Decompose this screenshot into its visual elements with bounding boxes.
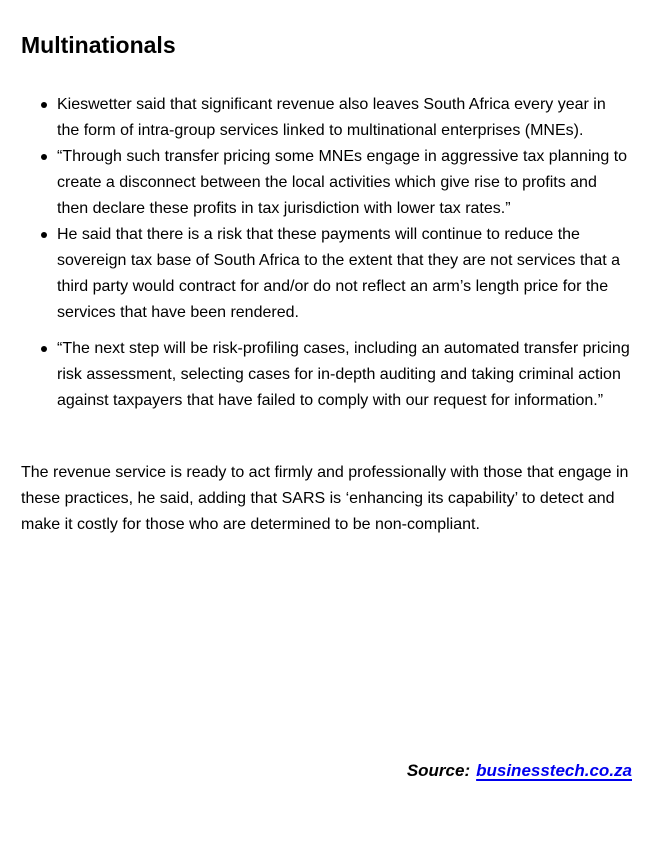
closing-paragraph: The revenue service is ready to act firmly and professionally with those that engage in these practices, he said, adding that SARS is ‘enhancing its capability’ to detect and make it costly for those who are determined to be non-compliant. — [21, 464, 629, 533]
page-title: Multinationals — [21, 32, 176, 58]
bullet-list — [0, 92, 632, 414]
source-link[interactable]: businesstech.co.za — [476, 761, 632, 780]
bullet-item: “Through such transfer pricing some MNEs engage in aggressive tax planning to create a disconnect between the local activities which give rise to profits and then declare these profits in tax jurisdiction with lower tax rates.” — [57, 144, 632, 222]
source-label: Source: — [406, 761, 471, 780]
bullet-item: “The next step will be risk-profiling cases, including an automated transfer pricing risk assessment, selecting cases for in-depth auditing and taking criminal action against taxpayers that have failed to comply with our request for information.” — [57, 336, 632, 414]
source-attribution — [407, 761, 632, 781]
bullet-item: He said that there is a risk that these payments will continue to reduce the sovereign tax base of South Africa to the extent that they are not services that a third party would contract for and/or do not reflect an arm’s length price for the services that have been rendered. — [57, 222, 632, 326]
bullet-item: Kieswetter said that significant revenue also leaves South Africa every year in the form of intra-group services linked to multinational enterprises (MNEs). — [57, 92, 632, 144]
